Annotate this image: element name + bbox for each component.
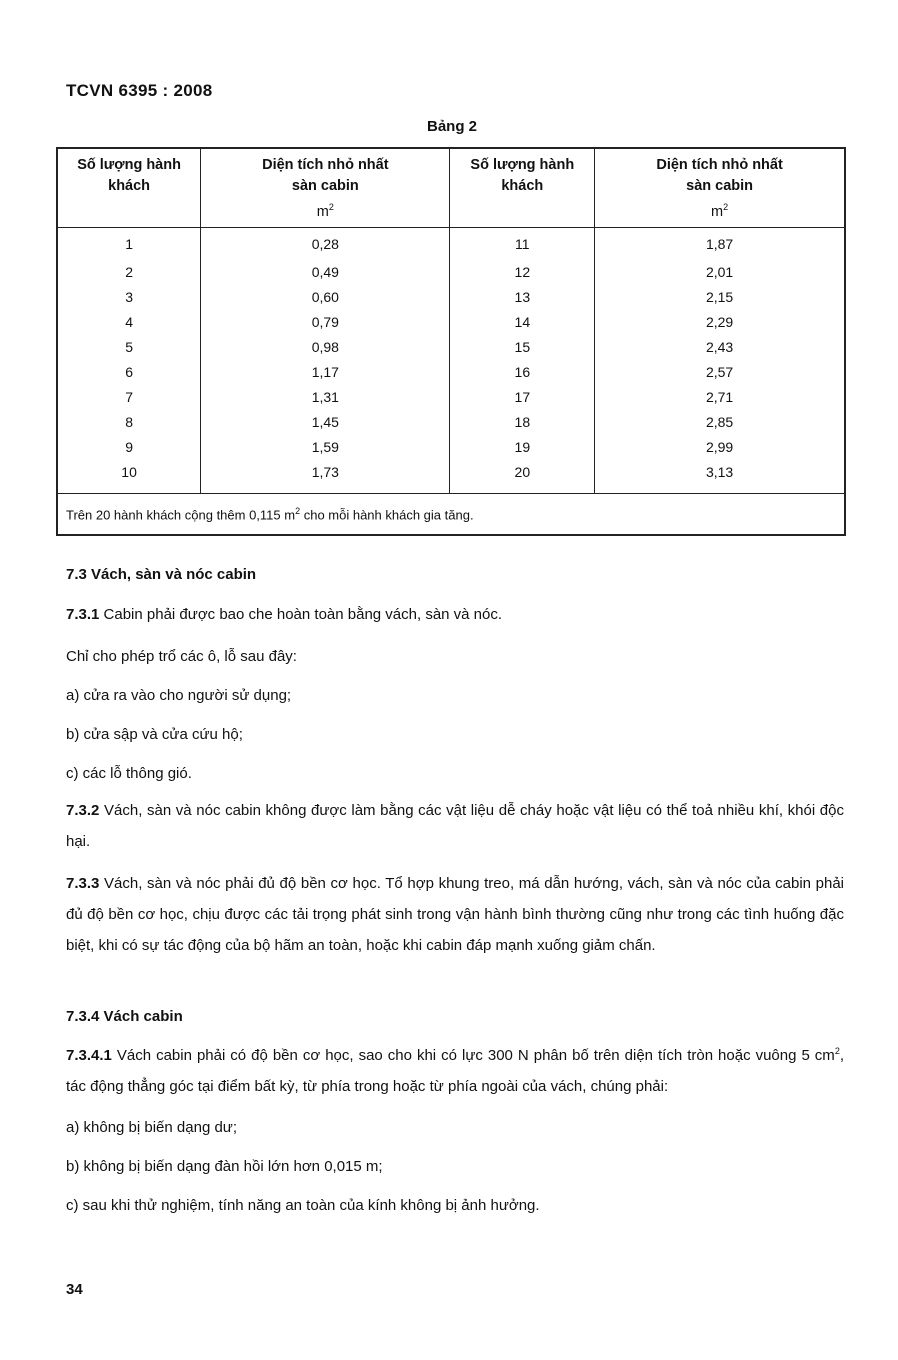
table-caption [0, 118, 898, 135]
header-text: Số lượng hành [77, 157, 181, 173]
table-cell: 1,17 [201, 360, 450, 385]
table-cell: 2,29 [595, 310, 845, 335]
table-cell: 7 [57, 385, 201, 410]
table-cell: 9 [57, 435, 201, 460]
header-text: sàn cabin [686, 178, 754, 194]
table-row [57, 310, 845, 335]
table-cell: 0,79 [201, 310, 450, 335]
table-cell: 1,45 [201, 410, 450, 435]
header-text: sàn cabin [291, 178, 359, 194]
table-cell: 2,71 [595, 385, 845, 410]
table-cell: 1 [57, 228, 201, 261]
allowed-openings-intro: Chỉ cho phép trổ các ô, lỗ sau đây: [66, 648, 297, 665]
table-cell: 1,59 [201, 435, 450, 460]
table-cell: 1,73 [201, 460, 450, 485]
header-area-2 [595, 148, 845, 228]
table-spacer-cell [595, 485, 845, 494]
table-spacer-cell [57, 485, 201, 494]
table-cell: 2,43 [595, 335, 845, 360]
table-cell: 2,85 [595, 410, 845, 435]
table-cell: 2,15 [595, 285, 845, 310]
table-cell: 0,49 [201, 260, 450, 285]
table-row [57, 385, 845, 410]
table-spacer-cell [450, 485, 595, 494]
table-cell: 5 [57, 335, 201, 360]
table-cell: 15 [450, 335, 595, 360]
table-cell: 20 [450, 460, 595, 485]
paragraph-7-3-1: 7.3.1 Cabin phải được bao che hoàn toàn bằng vách, sàn và nóc. [66, 606, 503, 623]
table-cell: 3,13 [595, 460, 845, 485]
paragraph-7-3-2: 7.3.2 Vách, sàn và nóc cabin không được làm bằng các vật liệu dễ cháy hoặc vật liệu có thể toả nhiều khí, khói độc hại. [66, 802, 844, 850]
table-footnote: Trên 20 hành khách cộng thêm 0,115 $m^2$ cho mỗi hành khách gia tăng. [57, 494, 845, 536]
table-cell: 12 [450, 260, 595, 285]
table-cell: 3 [57, 285, 201, 310]
table-row [57, 228, 845, 261]
table-spacer-cell [201, 485, 450, 494]
table-row [57, 260, 845, 285]
table-row [57, 460, 845, 485]
table-cell: 8 [57, 410, 201, 435]
table-cell: 0,28 [201, 228, 450, 261]
sub-item-b: b) không bị biến dạng đàn hồi lớn hơn 0,015 m; [66, 1158, 383, 1175]
table-footer-row [57, 494, 845, 536]
table-cell: 4 [57, 310, 201, 335]
page-number: 34 [66, 1281, 83, 1298]
table-cell: 18 [450, 410, 595, 435]
paragraph-7-3-4-1: 7.3.4.1 Vách cabin phải có độ bền cơ học, sao cho khi có lực 300 N phân bố trên diện tích tròn hoặc vuông 5 $cm^2$, tác động thẳng góc tại điểm bất kỳ, từ phía trong hoặc từ phía ngoài của vách, chúng phải: [66, 1046, 844, 1095]
document-header: TCVN 6395 : 2008 [66, 81, 213, 100]
table-cell: 10 [57, 460, 201, 485]
table-cell: 0,60 [201, 285, 450, 310]
table-cell: 2 [57, 260, 201, 285]
header-passengers-1 [57, 148, 201, 228]
header-text: Diện tích nhỏ nhất [262, 157, 389, 173]
header-text: Số lượng hành [470, 157, 575, 173]
table-caption-text: Bảng 2 [426, 118, 477, 135]
table-cell: 14 [450, 310, 595, 335]
sub-item-c: c) sau khi thử nghiệm, tính năng an toàn của kính không bị ảnh hưởng. [66, 1197, 540, 1214]
table-row [57, 360, 845, 385]
header-unit: $m^2$ [316, 202, 334, 220]
header-unit: $m^2$ [711, 202, 729, 220]
header-text: Diện tích nhỏ nhất [656, 157, 783, 173]
floor-area-table [56, 147, 846, 536]
list-item-b: b) cửa sập và cửa cứu hộ; [66, 726, 243, 743]
header-text: khách [501, 178, 544, 194]
table-cell: 1,87 [595, 228, 845, 261]
table-row [57, 285, 845, 310]
table-spacer-row [57, 485, 845, 494]
table-cell: 2,99 [595, 435, 845, 460]
table-cell: 2,01 [595, 260, 845, 285]
table-row [57, 410, 845, 435]
list-item-a: a) cửa ra vào cho người sử dụng; [66, 687, 292, 704]
table-header-row [57, 148, 845, 228]
table-cell: 2,57 [595, 360, 845, 385]
table-cell: 0,98 [201, 335, 450, 360]
section-heading-7-3: 7.3 Vách, sàn và nóc cabin [66, 566, 257, 583]
sub-item-a: a) không bị biến dạng dư; [66, 1119, 237, 1136]
table-cell: 19 [450, 435, 595, 460]
table-cell: 17 [450, 385, 595, 410]
header-text: khách [108, 178, 151, 194]
paragraph-7-3-3: 7.3.3 Vách, sàn và nóc phải đủ độ bền cơ học. Tổ hợp khung treo, má dẫn hướng, vách, sàn và nóc của cabin phải đủ độ bền cơ học, chịu được các tải trọng phát sinh trong vận hành bình thường cũng như trong các tình huống đặc biệt, khi có sự tác động của bộ hãm an toàn, hoặc khi cabin đáp mạnh xuống giảm chấn. [66, 875, 844, 954]
table-row [57, 335, 845, 360]
table-cell: 13 [450, 285, 595, 310]
header-area-1 [201, 148, 450, 228]
table-cell: 16 [450, 360, 595, 385]
table-row [57, 435, 845, 460]
table-cell: 6 [57, 360, 201, 385]
table-cell: 1,31 [201, 385, 450, 410]
section-heading-7-3-4: 7.3.4 Vách cabin [66, 1008, 183, 1025]
list-item-c: c) các lỗ thông gió. [66, 765, 192, 782]
table-cell: 11 [450, 228, 595, 261]
header-passengers-2 [450, 148, 595, 228]
